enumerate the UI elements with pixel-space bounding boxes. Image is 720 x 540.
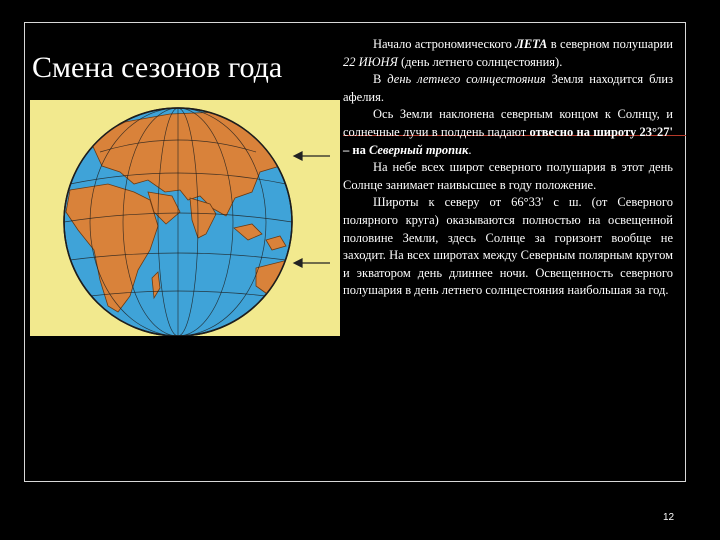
text-run: Северный тропик <box>368 142 469 157</box>
text-run: день летнего солнцестояния <box>387 72 546 87</box>
text-run: На небе всех широт северного полушария в этот день Солнце занимает наивысшее в году положение. <box>343 160 673 192</box>
text-run: Ось Земли наклонена северным концом к Солнцу, и солнечные лучи в полдень падают <box>343 107 673 139</box>
text-run: (день летнего солнцестояния). <box>397 54 563 69</box>
globe-illustration <box>30 100 340 336</box>
text-run: Начало астрономического <box>373 37 516 51</box>
slide-title: Смена сезонов года <box>32 51 283 84</box>
paragraph-5 <box>343 194 673 300</box>
globe-svg <box>30 100 340 336</box>
text-run: ЛЕТА <box>515 37 548 51</box>
sun-rays <box>294 152 330 267</box>
paragraph-4 <box>343 159 673 194</box>
text-run: отвесно на широту 23°27' – на <box>343 124 673 157</box>
paragraph-2 <box>343 71 673 106</box>
text-run: Земля находится близ афелия. <box>343 72 674 104</box>
page-number: 12 <box>663 512 675 523</box>
text-run: Широты к северу от 66°33' с ш. (от Северного полярного круга) оказываются полностью на освещенной половине Земли, здесь Солнце за горизонт вообще не заходит. На всех широтах между Северным полярным кругом и экватором день длиннее ночи. Освещенность северного полушария в день летнего солнцестояния наибольшая за год. <box>343 195 673 298</box>
text-run: 22 ИЮНЯ <box>343 54 398 69</box>
slide-text <box>343 36 673 300</box>
text-run: В <box>373 72 388 87</box>
paragraph-3 <box>343 106 673 159</box>
text-run: . <box>468 142 472 157</box>
text-run: в северном полушарии <box>547 37 673 51</box>
paragraph-1 <box>343 36 673 71</box>
